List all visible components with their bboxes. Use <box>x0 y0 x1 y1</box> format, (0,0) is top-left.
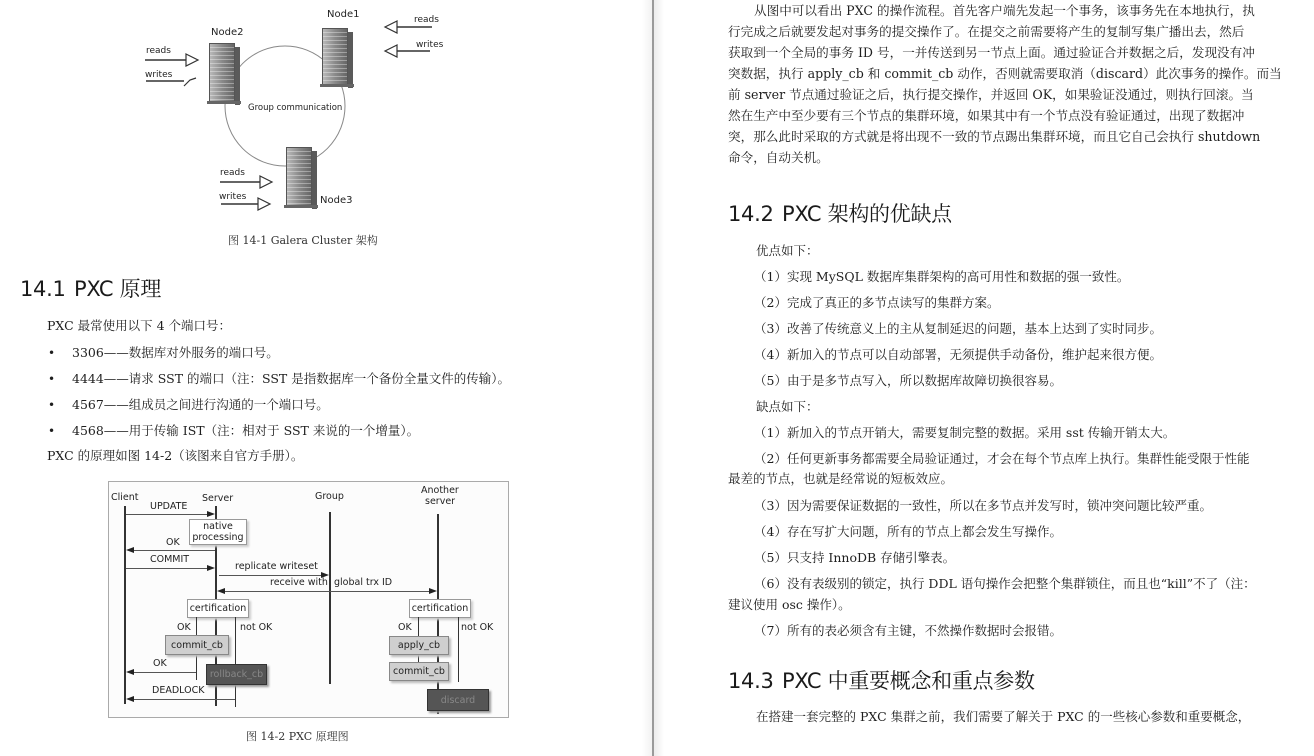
node2-server-icon <box>209 43 235 103</box>
branch-not-ok: not OK <box>240 622 273 633</box>
page-gutter-shadow <box>654 0 664 756</box>
msg-commit: COMMIT <box>150 554 190 565</box>
figure-pxc-sequence-diagram <box>108 481 509 718</box>
msg-deadlock: DEADLOCK <box>152 685 205 696</box>
port-list-item: 4568——用于传输 IST（注：相对于 SST 来说的一个增量）。 <box>72 423 420 438</box>
node2-writes-label: writes <box>145 70 173 80</box>
rollback-cb-box: rollback_cb <box>206 664 267 685</box>
lane-another-server-line2: server <box>425 496 456 507</box>
node3-reads-label: reads <box>220 168 245 178</box>
arrow-right-icon <box>429 588 437 594</box>
pros-item: （1）实现 MySQL 数据库集群架构的高可用性和数据的强一致性。 <box>754 269 1130 284</box>
node2-server-base <box>207 101 241 104</box>
section-heading-14-1 <box>20 273 161 303</box>
section-title: PXC 架构的优缺点 <box>782 202 952 226</box>
lane-server: Server <box>202 493 234 504</box>
paragraph-line: 行完成之后就要发起对事务的提交操作了。在提交之前需要将产生的复制写集广播出去，然后 <box>728 24 1245 39</box>
paragraph-line: 然在生产中至少要有三个节点的集群环境，如果其中有一个节点没有验证通过，出现了数据冲 <box>728 108 1245 123</box>
msg-update: UPDATE <box>150 501 188 512</box>
node3-server-base <box>284 205 318 208</box>
not-ok-branch-line <box>235 617 236 707</box>
paragraph-line: 获取到一个全局的事务 ID 号，一并传送到另一节点上面。通过验证合并数据之后，发现没有冲 <box>728 45 1255 60</box>
section-14-3-intro: 在搭建一套完整的 PXC 集群之前，我们需要了解关于 PXC 的一些核心参数和重要概念， <box>756 709 1251 724</box>
cons-item: （3）因为需要保证数据的一致性，所以在多节点并发写时，锁冲突问题比较严重。 <box>754 498 1212 513</box>
commit-cb-box: commit_cb <box>165 635 229 655</box>
msg-ok: OK <box>166 537 180 548</box>
arrow-left-icon <box>126 547 134 553</box>
section-heading-14-3 <box>728 665 1035 695</box>
cons-title: 缺点如下： <box>756 399 819 414</box>
group-lifeline <box>329 512 331 684</box>
commit-cb-remote-box: commit_cb <box>389 662 449 681</box>
certification-remote-box: certification <box>409 599 471 618</box>
cons-item: （6）没有表级别的锁定，执行 DDL 语句操作会把整个集群锁住，而且也“kill”不了（注： <box>754 576 1256 591</box>
arrow-left-icon <box>126 669 134 675</box>
replicate-arrow-line <box>219 575 321 576</box>
update-arrow-line <box>126 514 207 515</box>
section-number: 14.3 <box>728 669 774 693</box>
ports-intro: PXC 最常使用以下 4 个端口号： <box>47 318 232 333</box>
lane-client: Client <box>111 492 139 503</box>
figure-14-2-caption: 图 14-2 PXC 原理图 <box>246 730 349 743</box>
figure-galera-cluster <box>0 0 652 250</box>
node2-reads-label: reads <box>146 46 171 56</box>
bullet-icon: • <box>48 398 56 412</box>
section-number: 14.1 <box>20 277 66 301</box>
commit-arrow-line <box>126 568 207 569</box>
port-list-item: 3306——数据库对外服务的端口号。 <box>72 345 279 360</box>
arrow-left-icon <box>126 696 134 702</box>
paragraph-line: 前 server 节点通过验证之后，执行提交操作，并返回 OK，如果验证没通过，则执行回滚。当 <box>728 87 1254 102</box>
node2-label: Node2 <box>211 27 244 38</box>
node1-server-icon <box>322 28 348 86</box>
figure-reference-text: PXC 的原理如图 14-2（该图来自官方手册）。 <box>47 448 304 463</box>
ok-return-arrow-line <box>134 672 196 673</box>
arrow-left-icon <box>217 588 225 594</box>
port-list-item: 4444——请求 SST 的端口（注：SST 是指数据库一个备份全量文件的传输）。 <box>72 371 510 386</box>
port-list-item: 4567——组成员之间进行沟通的一个端口号。 <box>72 397 329 412</box>
native-processing-line1: native <box>203 521 233 532</box>
right-page <box>664 0 1314 756</box>
node1-reads-label: reads <box>414 15 439 25</box>
paragraph-line: 命令，自动关机。 <box>728 150 829 165</box>
group-communication-label: Group communication <box>248 103 343 113</box>
certification-box: certification <box>187 599 249 618</box>
cons-item: （4）存在写扩大问题，所有的节点上都会发生写操作。 <box>754 524 1062 539</box>
apply-cb-box: apply_cb <box>389 636 449 655</box>
cons-item: （1）新加入的节点开销大，需要复制完整的数据。采用 sst 传输开销太大。 <box>754 425 1176 440</box>
cons-item: （2）任何更新事务都需要全局验证通过，才会在每个节点库上执行。集群性能受限于性能 <box>754 451 1250 466</box>
node3-writes-label: writes <box>219 192 247 202</box>
page-gutter-shadow <box>642 0 652 756</box>
msg-ok-return: OK <box>153 658 167 669</box>
lane-another-server-line1: Another <box>421 485 459 496</box>
bullet-icon: • <box>48 424 56 438</box>
node1-label: Node1 <box>327 9 360 20</box>
section-title: PXC 原理 <box>74 277 162 301</box>
cons-item-continuation: 建议使用 osc 操作）。 <box>728 597 851 612</box>
node3-server-icon <box>286 147 312 207</box>
operation-flow-paragraph <box>728 0 1298 168</box>
pros-item: （3）改善了传统意义上的主从复制延迟的问题，基本上达到了实时同步。 <box>754 321 1162 336</box>
arrow-right-icon <box>207 511 215 517</box>
branch-ok: OK <box>177 622 191 633</box>
section-number: 14.2 <box>728 202 774 226</box>
branch-not-ok-remote: not OK <box>461 622 494 633</box>
left-page <box>0 0 652 756</box>
msg-receive-with: receive with <box>270 577 328 588</box>
bullet-icon: • <box>48 346 56 360</box>
cons-item: （7）所有的表必须含有主键，不然操作数据时会报错。 <box>754 623 1062 638</box>
ok-arrow-line <box>134 550 215 551</box>
msg-global-trx-id: global trx ID <box>334 577 393 588</box>
section-heading-14-2 <box>728 198 952 228</box>
node1-server-base <box>320 84 354 87</box>
cons-item-continuation: 最差的节点，也就是经常说的短板效应。 <box>728 471 954 486</box>
pros-item: （4）新加入的节点可以自动部署，无须提供手动备份，维护起来很方便。 <box>754 347 1162 362</box>
node1-writes-label: writes <box>416 40 444 50</box>
deadlock-arrow-line <box>134 699 235 700</box>
native-processing-box <box>189 519 247 545</box>
receive-arrow-line <box>225 591 429 592</box>
pros-item: （2）完成了真正的多节点读写的集群方案。 <box>754 295 1000 310</box>
lane-group: Group <box>315 491 344 502</box>
native-processing-line2: processing <box>192 532 244 543</box>
node3-label: Node3 <box>320 195 353 206</box>
pros-item: （5）由于是多节点写入，所以数据库故障切换很容易。 <box>754 373 1062 388</box>
branch-ok-remote: OK <box>398 622 412 633</box>
figure-14-1-caption: 图 14-1 Galera Cluster 架构 <box>228 234 378 247</box>
pros-title: 优点如下： <box>756 243 819 258</box>
paragraph-line: 突，那么此时采取的方式就是将出现不一致的节点踢出集群环境，而且它自己会执行 shutdown <box>728 129 1261 144</box>
section-title: PXC 中重要概念和重点参数 <box>782 669 1035 693</box>
bullet-icon: • <box>48 372 56 386</box>
msg-replicate-writeset: replicate writeset <box>235 561 318 572</box>
paragraph-line: 从图中可以看出 PXC 的操作流程。首先客户端先发起一个事务，该事务先在本地执行，执 <box>754 3 1255 18</box>
discard-box: discard <box>427 689 489 711</box>
arrow-right-icon <box>207 565 215 571</box>
remote-not-ok-branch-line <box>458 617 459 682</box>
paragraph-line: 突数据，执行 apply_cb 和 commit_cb 动作，否则就需要取消（discard）此次事务的操作。而当 <box>728 66 1282 81</box>
cons-item: （5）只支持 InnoDB 存储引擎表。 <box>754 550 956 565</box>
